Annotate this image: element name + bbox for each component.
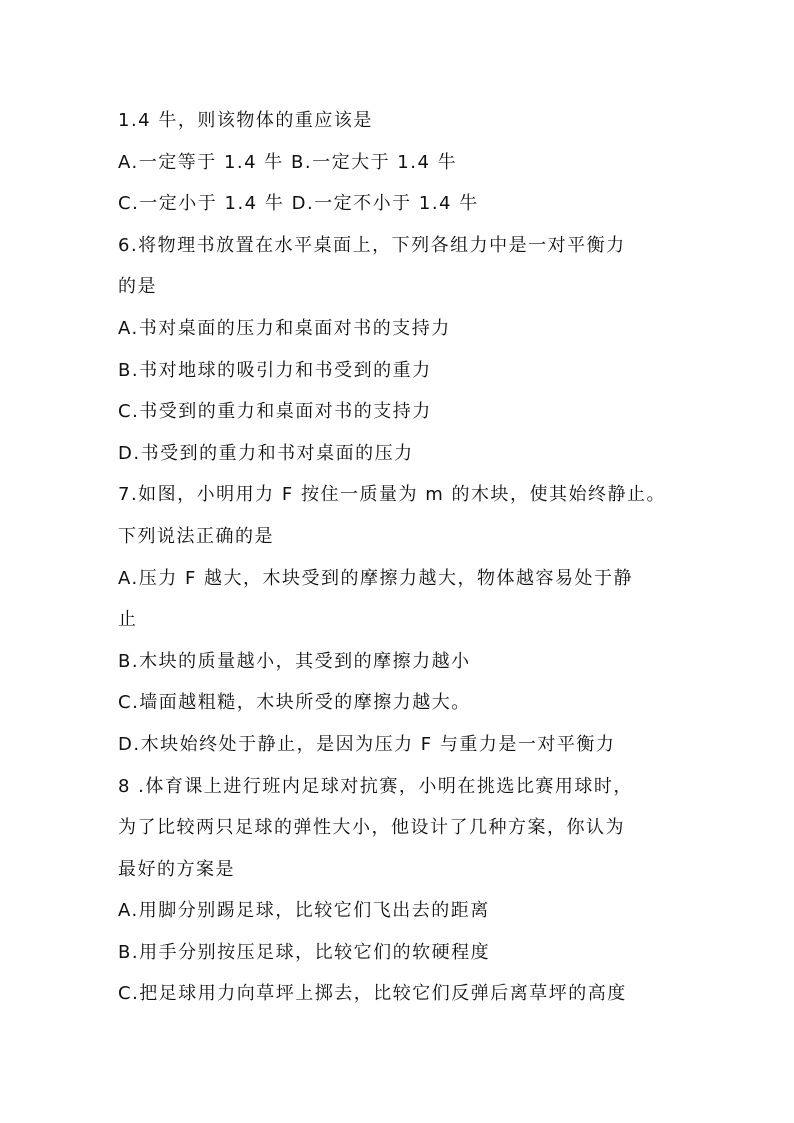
text-line-q7-option-a-end: 止 [118, 609, 138, 631]
text-line-q7-option-a: A.压力 F 越大，木块受到的摩擦力越大，物体越容易处于静 [118, 567, 634, 589]
text-line-q8-stem-end: 最好的方案是 [118, 858, 235, 880]
text-line-q5-option-c-d: C.一定小于 1.4 牛 D.一定不小于 1.4 牛 [118, 193, 479, 215]
text-line-q8-option-c: C.把足球用力向草坪上掷去，比较它们反弹后离草坪的高度 [118, 983, 627, 1005]
text-line-q7-option-b: B.木块的质量越小，其受到的摩擦力越小 [118, 650, 471, 672]
text-line-q6-stem: 6.将物理书放置在水平桌面上，下列各组力中是一对平衡力 [118, 234, 626, 256]
text-line-q7-stem-end: 下列说法正确的是 [118, 525, 274, 547]
text-line-q6-option-a: A.书对桌面的压力和桌面对书的支持力 [118, 317, 451, 339]
text-line-q7-stem: 7.如图，小明用力 F 按住一质量为 m 的木块，使其始终静止。 [118, 484, 666, 506]
text-line-q6-option-c: C.书受到的重力和桌面对书的支持力 [118, 401, 432, 423]
text-line-q6-option-d: D.书受到的重力和书对桌面的压力 [118, 442, 414, 464]
text-line-q8-option-a: A.用脚分别踢足球，比较它们飞出去的距离 [118, 900, 490, 922]
text-line-q6-option-b: B.书对地球的吸引力和书受到的重力 [118, 359, 432, 381]
text-line-q6-stem-end: 的是 [118, 276, 157, 298]
text-line-q7-option-c: C.墙面越粗糙，木块所受的摩擦力越大。 [118, 692, 471, 714]
text-line-q5-option-a-b: A.一定等于 1.4 牛 B.一定大于 1.4 牛 [118, 151, 458, 173]
text-line-q8-stem: 8 .体育课上进行班内足球对抗赛，小明在挑选比赛用球时， [118, 775, 633, 797]
text-line-q5-continuation: 1.4 牛，则该物体的重应该是 [118, 110, 373, 131]
text-line-q8-option-b: B.用手分别按压足球，比较它们的软硬程度 [118, 941, 491, 963]
document-page [118, 100, 718, 1015]
text-line-q8-stem-2: 为了比较两只足球的弹性大小，他设计了几种方案，你认为 [118, 817, 625, 839]
text-line-q7-option-d: D.木块始终处于静止，是因为压力 F 与重力是一对平衡力 [118, 733, 616, 755]
